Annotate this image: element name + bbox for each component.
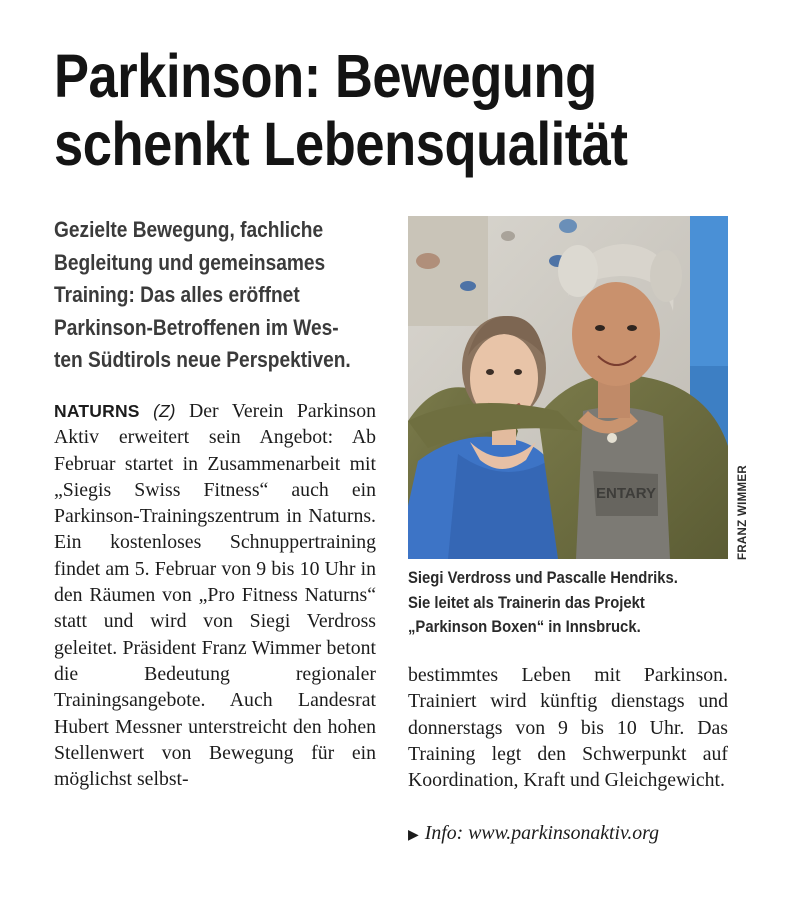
- headline: [54, 42, 656, 178]
- photo-illustration: [408, 216, 728, 559]
- caption-line: Sie leitet als Trainerin das Projekt: [408, 593, 645, 612]
- article-photo: [408, 216, 728, 559]
- lead-paragraph: [54, 214, 376, 377]
- body-column-1: [54, 398, 376, 792]
- body-column-2: bestimmtes Leben mit Parkinson. Trainiert wird künftig dienstags und donnerstags von 9 bis 10 Uhr. Das Training legt den Schwerpunkt auf Koordination, Kraft und Gleichgewicht.: [408, 664, 728, 792]
- body-text-1: Der Verein Parkinson Aktiv erweitert sein Angebot: Ab Februar startet in Zusammenarbeit mit „Siegis Swiss Fitness“ auch ein Parkinson-Trainingszentrum in Naturns. Ein kostenloses Schnuppertraining findet am 5. Februar von 9 bis 10 Uhr in den Räumen von „Pro Fitness Naturns“ statt und wird von Siegi Verdross geleitet. Präsident Franz Wimmer betont die Bedeutung regionaler Trainingsangebote. Auch Landesrat Hubert Messner unterstreicht den hohen Stellenwert von Bewegung für ein möglichst selbst-: [54, 400, 376, 791]
- photo-caption: [408, 566, 714, 640]
- source-tag: (Z): [153, 401, 176, 421]
- headline-line-2: schenkt Lebensqualität: [54, 110, 628, 178]
- caption-line: Siegi Verdross und Pascalle Hendriks.: [408, 569, 678, 587]
- caption-line: „Parkinson Boxen“ in Innsbruck.: [408, 618, 641, 636]
- lead-line: Gezielte Bewegung, fachliche: [54, 217, 324, 242]
- lead-line: Begleitung und gemeinsames: [54, 249, 326, 275]
- lead-line: ten Südtirols neue Perspektiven.: [54, 347, 351, 372]
- shirt-print: ENTARY: [596, 485, 656, 502]
- info-label: Info:: [424, 822, 464, 844]
- headline-line-1: Parkinson: Bewegung: [54, 42, 597, 110]
- lead-line: Training: Das alles eröffnet: [54, 282, 300, 307]
- photo-credit: FRANZ WIMMER: [737, 465, 749, 560]
- dateline: NATURNS: [54, 401, 140, 421]
- info-link[interactable]: www.parkinsonaktiv.org: [468, 822, 660, 844]
- lead-line: Parkinson-Betroffenen im Wes-: [54, 314, 339, 340]
- info-line: [408, 820, 748, 849]
- triangle-right-icon: ▶: [408, 828, 419, 843]
